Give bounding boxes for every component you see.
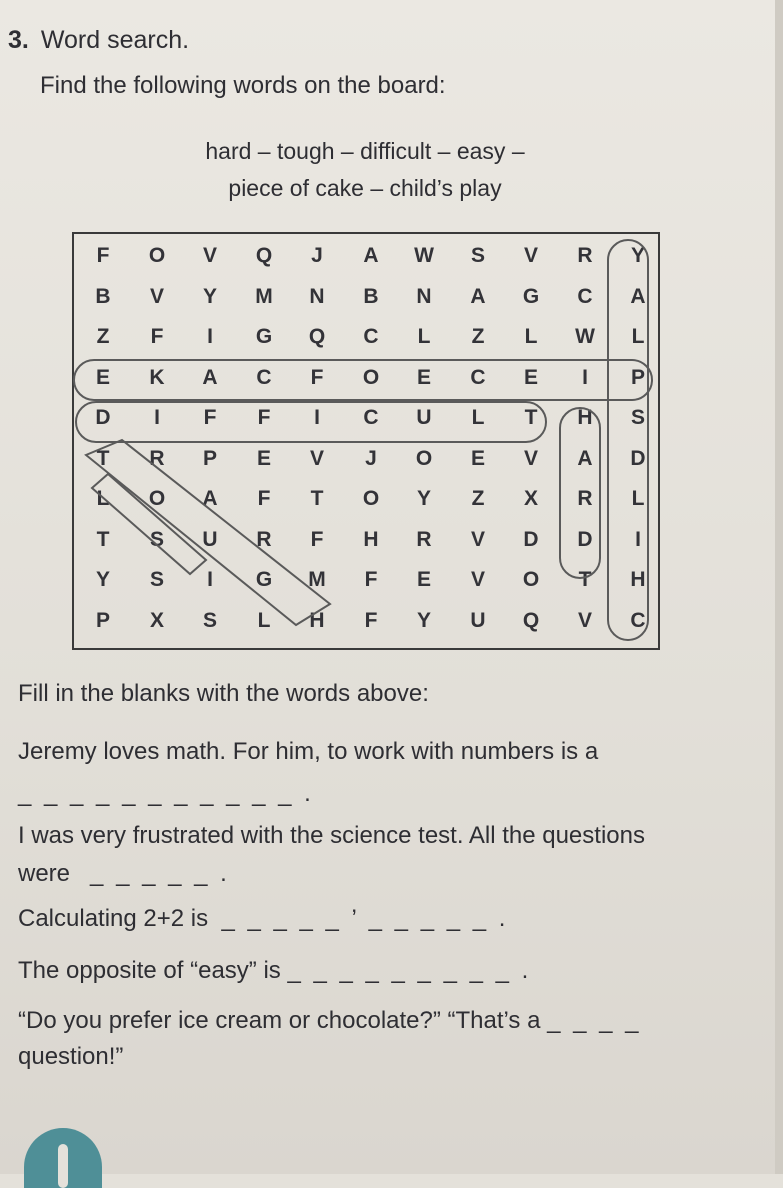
grid-letter: F [96,244,110,267]
sentence-2-line-2 [18,860,230,888]
grid-letter: Q [255,244,273,267]
grid-letter: C [630,608,646,632]
exercise-heading [8,26,189,55]
grid-letter: R [577,244,593,267]
sentence-5-text: “Do you prefer ice cream or chocolate?” “That’s a [18,1007,541,1034]
word-list-line-1: hard – tough – difficult – easy – [205,138,525,164]
grid-letter: I [635,527,641,551]
grid-letter: R [416,527,432,551]
grid-letter: U [470,608,486,632]
grid-letter: F [364,568,378,591]
logo-icon [24,1128,102,1188]
grid-letter: G [522,284,540,308]
grid-letter: A [202,365,218,389]
grid-letter: C [470,365,486,389]
grid-letter: T [310,487,324,510]
grid-letter: Z [471,325,485,348]
grid-letter: C [256,365,272,389]
grid-letter: Y [416,608,431,632]
blank-field[interactable]: _ _ _ _ _ ’ _ _ _ _ _ . [221,905,509,932]
grid-letter: V [149,284,164,308]
grid-letter: T [524,406,538,429]
word-list-line-2: piece of cake – child’s play [228,175,502,201]
grid-letter: V [309,446,324,470]
grid-letter: C [577,284,593,308]
page-edge [775,0,783,1174]
grid-letter: V [523,446,538,470]
grid-letter: O [148,487,166,510]
grid-letter: U [202,527,218,551]
grid-letter: A [202,487,218,510]
grid-letter: O [522,568,540,591]
grid-letter: M [308,568,326,591]
grid-letter: E [416,365,431,389]
grid-letter: I [314,406,320,429]
sentence-2-text: were [18,860,71,887]
grid-letter: F [150,325,164,348]
word-search-grid [72,232,660,650]
grid-letter: V [470,527,485,551]
grid-letter: S [470,244,485,267]
grid-letter: A [470,284,486,308]
grid-letter: O [148,244,166,267]
grid-letter: E [95,365,110,389]
grid-letter: Z [96,325,110,348]
grid-letter: F [257,406,271,429]
grid-letter: V [577,608,592,632]
grid-letter: U [416,406,432,429]
grid-letter: H [363,527,379,551]
grid-letter: W [414,244,434,267]
grid-letter: S [202,608,217,632]
grid-letter: T [96,446,110,470]
grid-letter: E [256,446,271,470]
grid-letter: J [311,244,323,267]
sentence-4-text: The opposite of “easy” is [18,957,281,984]
grid-letter: G [255,568,273,591]
grid-letter: L [524,325,538,348]
sentence-3 [18,905,508,933]
grid-letter: F [310,527,324,551]
grid-letter: I [582,365,588,389]
grid-letter: C [363,406,379,429]
grid-letter: S [630,406,645,429]
grid-letter: V [470,568,485,591]
grid-letter: D [95,406,111,429]
sentence-1-blank[interactable] [18,780,314,808]
grid-letter: O [362,487,380,510]
grid-letter: E [416,568,431,591]
grid-letter: B [363,284,379,308]
grid-letter: P [630,365,645,389]
grid-letter: D [523,527,539,551]
grid-letter: B [95,284,111,308]
grid-letter: K [149,365,165,389]
instruction: Find the following words on the board: [40,72,446,99]
grid-letter: D [577,527,593,551]
grid-letter: L [417,325,431,348]
grid-letter: H [577,406,593,429]
grid-letter: G [255,325,273,348]
sentence-2-line-1: I was very frustrated with the science test. All the questions [18,822,645,849]
grid-letter: L [631,487,645,510]
blank-field[interactable]: _ _ _ _ _ _ _ _ _ _ _ . [18,780,314,807]
grid-letter: A [630,284,646,308]
grid-letter: X [523,487,538,510]
grid-letter: Q [522,608,540,632]
grid-letter: Y [416,487,431,510]
grid-letter: Z [471,487,485,510]
sentence-3-text: Calculating 2+2 is [18,905,209,932]
grid-letter: F [257,487,271,510]
blank-field[interactable]: _ _ _ _ _ _ _ _ _ . [287,957,532,984]
exercise-title: Word search. [40,26,190,54]
grid-letter: F [364,608,378,632]
grid-letter: V [523,244,538,267]
grid-letter: I [207,568,213,591]
grid-letter: N [416,284,432,308]
grid-letter: R [256,527,272,551]
grid-letter: D [630,446,646,470]
sentence-4 [18,957,531,985]
blank-field[interactable]: _ _ _ _ [547,1007,642,1034]
grid-letter: F [203,406,217,429]
grid-letter: E [523,365,538,389]
sentence-5-line-2: question!” [18,1043,124,1070]
grid-letter: N [309,284,325,308]
grid-letter: P [95,608,110,632]
grid-letter: L [631,325,645,348]
grid-letter: F [310,365,324,389]
grid-letter: H [309,608,325,632]
grid-letter: R [577,487,593,510]
grid-letter: A [363,244,379,267]
grid-letter: P [202,446,217,470]
grid-letter: Y [95,568,110,591]
grid-letter: A [577,446,593,470]
grid-letter: Q [308,325,326,348]
grid-letter: Y [630,244,645,267]
grid-letter: O [362,365,380,389]
grid-letter: L [257,608,271,632]
grid-letter: W [575,325,595,348]
grid-letter: L [96,487,110,510]
sentence-1-text: Jeremy loves math. For him, to work with numbers is a [18,738,599,765]
grid-letter: T [578,568,592,591]
grid-letter: J [365,446,377,470]
grid-letter: L [471,406,485,429]
grid-letter: I [207,325,213,348]
sentence-5 [18,1007,642,1035]
fill-heading: Fill in the blanks with the words above: [18,680,429,707]
grid-letter: S [149,568,164,591]
grid-letter: T [96,527,110,551]
grid-letter: I [154,406,160,429]
grid-letter: S [149,527,164,551]
grid-letter: M [255,284,273,308]
grid-letter: Y [202,284,217,308]
grid-letter: C [363,325,379,348]
grid-letter: H [630,568,646,591]
grid-letter: O [415,446,433,470]
grid-letter: X [149,608,164,632]
blank-field[interactable]: _ _ _ _ _ . [90,860,230,887]
grid-letter: E [470,446,485,470]
grid-letter: V [202,244,217,267]
exercise-number: 3. [8,26,29,54]
grid-letter: R [149,446,165,470]
